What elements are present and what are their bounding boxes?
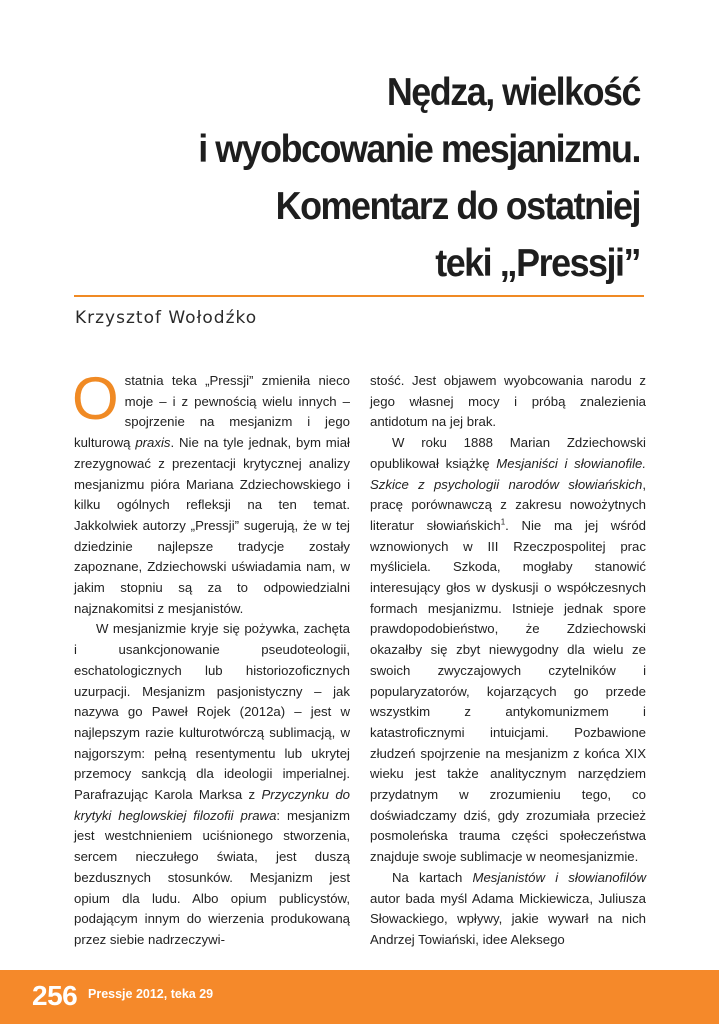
paragraph-text: : mesjanizm jest westchnieniem uciśnionego stworzenia, sercem nieczułego świata, jest duszą bezdusznych stosunków. Mesjanizm jest opium dla ludu. Albo opium publicystów, podającym innym do wierzenia produkowaną przez siebie nadrzeczywi- xyxy=(74,807,350,947)
book-title: Mesjanistów i słowianofilów xyxy=(472,869,647,885)
footnote-marker[interactable]: 1 xyxy=(500,517,506,527)
journal-name: Pressje 2012, teka 29 xyxy=(88,987,214,1001)
book-title: Przyczynku do krytyki heglowskiej filozofii prawa xyxy=(74,787,350,823)
paragraph-text: statnia teka „Pressji” zmieniła nieco moje – i z pewnością wielu innych – spojrzenie na mesjanizm i jego kulturową xyxy=(74,373,350,451)
text-column-right xyxy=(370,371,646,951)
title-line: i wyobcowanie mesjanizmu. xyxy=(198,128,640,171)
title-line: teki „Pressji” xyxy=(435,242,640,285)
title-line: Nędza, wielkość xyxy=(386,71,640,114)
title-divider xyxy=(74,295,644,297)
paragraph-text: autor bada myśl Adama Mickiewicza, Juliusza Słowackiego, wpływy, jakie wywarł na nich Andrzej Towiański, idee Aleksego xyxy=(370,890,646,947)
page-footer xyxy=(0,970,719,1024)
paragraph-text: . Nie na tyle jednak, bym miał zrezygnować z prezentacji krytycznej analizy mesjanizmu pióra Mariana Zdziechowskiego i kilku ogólnych refleksji na ten temat. Jakkolwiek autorzy „Pressji” sugerują, że w tej dziedzinie najlepsze tradycje zostały zapoznane, Zdziechowski uświadamia nam, w jakim stopniu są za to odpowiedzialni najznakomitsi z mesjanistów. xyxy=(74,435,350,616)
paragraph-text: Na kartach xyxy=(392,869,473,885)
paragraph xyxy=(370,433,646,868)
paragraph: stość. Jest objawem wyobcowania narodu z jego własnej mocy i próbą znalezienia antidotum na jej brak. xyxy=(370,373,646,430)
drop-cap: O xyxy=(72,365,119,432)
paragraph xyxy=(72,365,350,619)
title-line: Komentarz do ostatniej xyxy=(275,185,640,228)
paragraph-text: , pracę porównawczą z zakresu nowożytnych literatur słowiańskich xyxy=(370,476,646,533)
paragraph-text: . Nie ma jej wśród wznowionych w III Rzeczpospolitej prac myśliciela. Szkoda, mogłaby stanowić interesujący głos w dyskusji o współczesnych formach mesjanizmu. Istnieje jednak spore prawdopodobieństwo, że Zdziechowski okazałby się zbyt niewygodny dla wielu ze swoich zwyczajowych czytelników i popularyzatorów, kojarzących go przede wszystkim z antykomunizmem i katastroficznymi intuicjami. Pozbawione złudzeń spojrzenie na mesjanizm z końca XIX wieku jest także analitycznym narzędziem przydatnym w zrozumieniu tego, co doświadczamy dziś, gdy zrozumiała przecież posmoleńska trauma części społeczeństwa znajduje swoje sublimacje w neomesjanizmie. xyxy=(370,517,646,865)
italic-term: praxis xyxy=(135,435,171,451)
paragraph-text: W roku 1888 Marian Zdziechowski opublikował książkę xyxy=(370,435,646,471)
article-title xyxy=(106,64,640,292)
text-column-left xyxy=(72,365,350,951)
author-name: Krzysztof Wołodźko xyxy=(75,308,258,328)
book-title: Mesjaniści i słowianofile. Szkice z psychologii narodów słowiańskich xyxy=(370,455,646,492)
paragraph-text: W mesjanizmie kryje się pożywka, zachęta i usankcjonowanie pseudoteologii, eschatologicznych lub historiozoficznych uzurpacji. Mesjanizm pasjonistyczny – jak nazywa go Paweł Rojek (2012a) – jest w najlepszym razie kulturotwórczą sublimacją, w najgorszym: pełną resentymentu lub ukrytej przemocy sankcją dla ideologii imperialnej. Parafrazując Karola Marksa z xyxy=(74,621,350,803)
page-number: 256 xyxy=(32,980,78,1011)
paragraph xyxy=(370,868,646,951)
paragraph xyxy=(74,619,350,950)
